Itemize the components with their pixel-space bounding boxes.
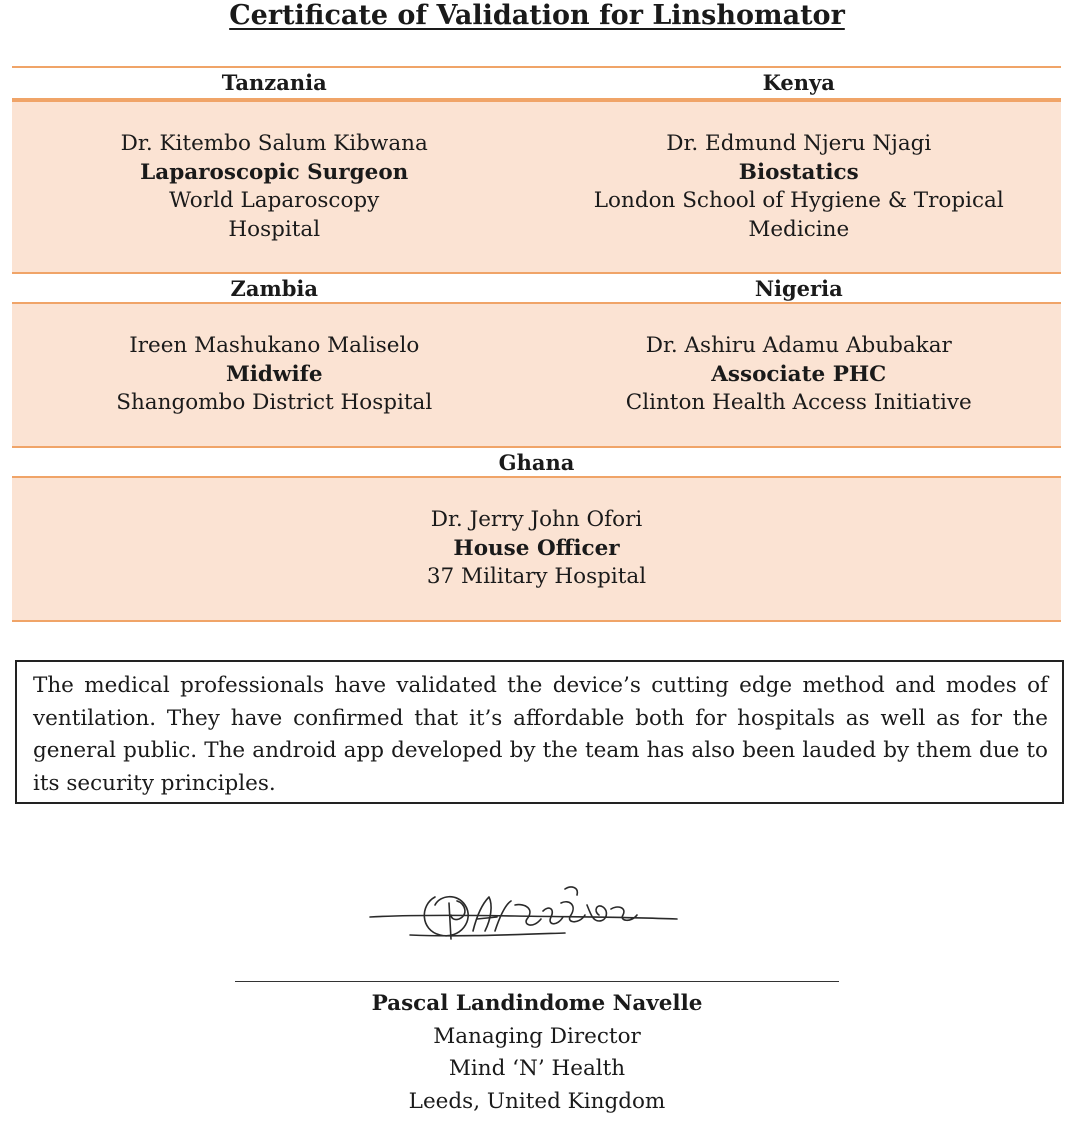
- signatory-title: Managing Director: [433, 1023, 641, 1049]
- validator-org: Shangombo District Hospital: [116, 390, 433, 416]
- validator-tanzania: [12, 102, 537, 272]
- country-header-kenya: Kenya: [762, 70, 835, 95]
- validator-role: Laparoscopic Surgeon: [140, 159, 409, 185]
- signature-image: [365, 875, 685, 955]
- validator-name: Dr. Ashiru Adamu Abubakar: [645, 333, 952, 359]
- validator-role: Biostatics: [738, 159, 859, 185]
- validator-org: 37 Military Hospital: [426, 564, 647, 590]
- validation-statement: The medical professionals have validated the device’s cutting edge method and modes of ventilation. They have confirmed that it’s affordable both for hospitals as well as for the general public. The android app developed by the team has also been lauded by them due to its security principles.: [33, 673, 1048, 796]
- validator-org: Medicine: [748, 216, 850, 242]
- validator-role: Midwife: [225, 361, 323, 387]
- country-header-ghana: Ghana: [498, 450, 575, 475]
- validator-role: Associate PHC: [711, 361, 887, 387]
- certificate-title: [0, 0, 1074, 32]
- country-header-nigeria: Nigeria: [754, 276, 843, 301]
- validator-name: Dr. Edmund Njeru Njagi: [666, 131, 932, 156]
- header-row-3: [12, 448, 1061, 476]
- validator-zambia: [12, 304, 537, 446]
- header-row-1: [12, 68, 1061, 98]
- validator-org: Hospital: [228, 216, 321, 242]
- validator-nigeria: [537, 304, 1062, 446]
- table-rule: [12, 620, 1061, 622]
- signatory-location: Leeds, United Kingdom: [408, 1088, 666, 1114]
- country-header-zambia: Zambia: [230, 276, 318, 301]
- body-row-2: [12, 304, 1061, 446]
- validator-role: House Officer: [453, 535, 620, 561]
- country-header-tanzania: Tanzania: [221, 70, 327, 95]
- signature-line: [235, 981, 839, 982]
- signatory-name: Pascal Landindome Navelle: [371, 991, 703, 1016]
- validator-org: London School of Hygiene & Tropical: [593, 188, 1004, 213]
- signatory-block: [0, 988, 1074, 1118]
- validator-name: Dr. Kitembo Salum Kibwana: [120, 131, 428, 156]
- certificate-title-text: Certificate of Validation for Linshomator: [229, 0, 845, 31]
- body-row-1: [12, 102, 1061, 272]
- validator-name: Dr. Jerry John Ofori: [430, 507, 643, 533]
- header-row-2: [12, 274, 1061, 302]
- validator-kenya: [537, 102, 1062, 272]
- body-row-3: [12, 478, 1061, 620]
- validator-name: Ireen Mashukano Maliselo: [129, 333, 420, 359]
- validator-org: Clinton Health Access Initiative: [625, 390, 972, 416]
- validator-org: World Laparoscopy: [169, 188, 380, 213]
- validation-statement-box: [15, 660, 1064, 804]
- signatory-company: Mind ‘N’ Health: [448, 1056, 626, 1081]
- validator-ghana: [12, 478, 1061, 620]
